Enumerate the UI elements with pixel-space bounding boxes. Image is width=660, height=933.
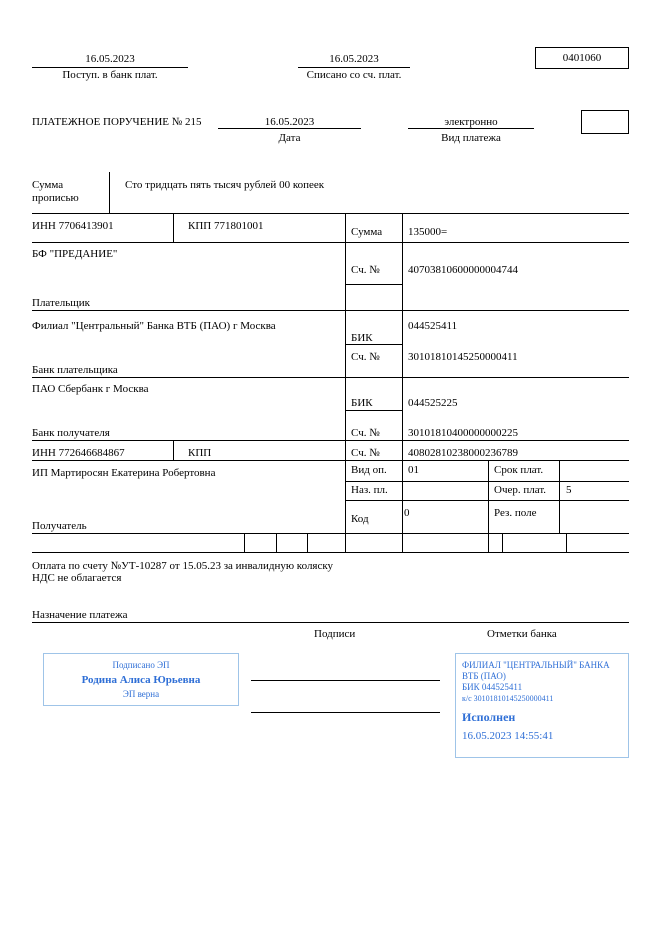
grid-vline-codes-2: [559, 460, 560, 533]
bank-stamp-line-2: ВТБ (ПАО): [462, 671, 506, 681]
grid-line-6: [32, 377, 629, 378]
payment-type-label: Вид платежа: [441, 132, 501, 144]
grid-line-12: [32, 533, 629, 534]
payer-bank-account: 30101810145250000411: [408, 351, 518, 363]
bank-marks-label: Отметки банка: [487, 628, 557, 640]
bank-stamp-datetime: 16.05.2023 14:55:41: [462, 730, 554, 742]
page-title: ПЛАТЕЖНОЕ ПОРУЧЕНИЕ № 215: [32, 116, 202, 128]
rez-label: Рез. поле: [494, 507, 537, 519]
payment-type: электронно: [444, 116, 498, 128]
payee-account-label: Сч. №: [351, 447, 380, 459]
debited-date: 16.05.2023: [329, 53, 379, 65]
grid-line-13: [32, 552, 629, 553]
grid-vline-tax-5: [566, 533, 567, 552]
payer-name: БФ "ПРЕДАНИЕ": [32, 248, 118, 260]
ocher-value: 5: [566, 484, 572, 496]
kod-value: 0: [404, 507, 410, 519]
bank-stamp-line-3: БИК 044525411: [462, 682, 523, 692]
purpose-line-2: НДС не облагается: [32, 572, 122, 584]
order-date-label: Дата: [278, 132, 301, 144]
kod-label: Код: [351, 513, 369, 525]
srok-label: Срок плат.: [494, 464, 544, 476]
amount-words-label-2: прописью: [32, 192, 79, 204]
vid-op-value: 01: [408, 464, 419, 476]
signature-line-1: [251, 680, 440, 681]
payee-bank-account: 30101810400000000225: [408, 427, 518, 439]
signature-line-2: [251, 712, 440, 713]
form-code: 0401060: [562, 52, 602, 64]
grid-line-10: [345, 481, 629, 482]
debited-label: Списано со сч. плат.: [306, 69, 402, 81]
signature-stamp: [43, 653, 239, 706]
payer-label: Плательщик: [32, 297, 90, 309]
payee-name: ИП Мартиросян Екатерина Робертовна: [32, 467, 216, 479]
order-date-line: [218, 128, 361, 129]
signer-name: Родина Алиса Юрьевна: [81, 674, 201, 686]
form-code-box: [535, 47, 629, 69]
empty-code-box: [581, 110, 629, 134]
payer-bank-label: Банк плательщика: [32, 364, 118, 376]
amount-words-value: Сто тридцать пять тысяч рублей 00 копеек: [125, 179, 325, 191]
order-date: 16.05.2023: [264, 116, 315, 128]
payee-label: Получатель: [32, 520, 87, 532]
bank-stamp-line-1: ФИЛИАЛ "ЦЕНТРАЛЬНЫЙ" БАНКА: [462, 660, 610, 670]
grid-vline-tax-2: [276, 533, 277, 552]
grid-line-11: [345, 500, 629, 501]
payer-bank-bik-label: БИК: [351, 332, 373, 344]
payee-kpp: КПП: [188, 447, 212, 459]
ocher-label: Очер. плат.: [494, 484, 547, 496]
grid-line-1: [32, 213, 629, 214]
purpose-line: [32, 622, 629, 623]
payee-inn: ИНН 772646684867: [32, 447, 125, 459]
grid-vline-tax-4: [502, 533, 503, 552]
payer-bank-account-label: Сч. №: [351, 351, 380, 363]
amount-label: Сумма: [351, 226, 383, 238]
signature-valid: ЭП верна: [122, 689, 160, 699]
payee-bank-label: Банк получателя: [32, 427, 110, 439]
signatures-label: Подписи: [314, 628, 356, 640]
debited-date-line: [298, 67, 410, 68]
bank-stamp-line-4: к/с 30101810145250000411: [462, 694, 554, 703]
grid-line-9: [32, 460, 629, 461]
payee-bank-name: ПАО Сбербанк г Москва: [32, 383, 149, 395]
divider: [109, 172, 110, 213]
grid-line-7: [345, 410, 402, 411]
grid-vline-codes-1: [488, 460, 489, 552]
payment-type-line: [408, 128, 534, 129]
payer-account-label: Сч. №: [351, 264, 380, 276]
amount-words-label-1: Сумма: [32, 179, 64, 191]
grid-vline-main-right: [402, 213, 403, 552]
grid-vline-payer-kpp: [173, 213, 174, 242]
vid-op-label: Вид оп.: [351, 464, 387, 476]
payer-bank-bik: 044525411: [408, 320, 458, 332]
purpose-line-1: Оплата по счету №УТ-10287 от 15.05.23 за инвалидную коляску: [32, 560, 334, 572]
grid-vline-payee-kpp: [173, 440, 174, 460]
received-date-line: [32, 67, 188, 68]
grid-line-4: [32, 310, 629, 311]
bank-stamp-status: Исполнен: [462, 710, 516, 724]
grid-vline-tax-1: [244, 533, 245, 552]
received-date: 16.05.2023: [85, 53, 135, 65]
payer-kpp: КПП 771801001: [188, 220, 264, 232]
grid-vline-main-left: [345, 213, 346, 552]
grid-line-3: [345, 284, 402, 285]
bank-stamp: [455, 653, 629, 758]
purpose-label: Назначение платежа: [32, 609, 128, 621]
payee-account: 40802810238000236789: [408, 447, 518, 459]
grid-line-8: [32, 440, 629, 441]
received-label: Поступ. в банк плат.: [62, 69, 158, 81]
payee-bank-account-label: Сч. №: [351, 427, 380, 439]
payee-bank-bik: 044525225: [408, 397, 458, 409]
grid-vline-tax-3: [307, 533, 308, 552]
signature-stamp-title: Подписано ЭП: [112, 660, 170, 670]
payer-bank-name: Филиал "Центральный" Банка ВТБ (ПАО) г Москва: [32, 320, 276, 332]
payer-account: 40703810600000004744: [408, 264, 518, 276]
amount-value: 135000=: [408, 226, 448, 238]
naz-label: Наз. пл.: [351, 484, 388, 496]
payee-bank-bik-label: БИК: [351, 397, 373, 409]
grid-line-2: [32, 242, 629, 243]
payer-inn: ИНН 7706413901: [32, 220, 114, 232]
